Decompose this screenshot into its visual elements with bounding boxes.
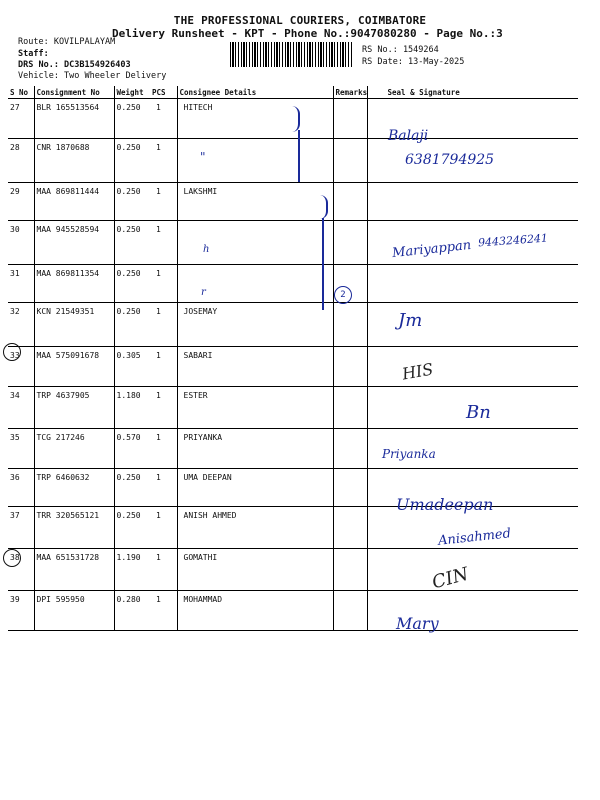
row-signature-cell (367, 549, 578, 591)
row-weight: 0.250 (114, 507, 150, 549)
row-consignment-number: KCN 21549351 (34, 303, 114, 347)
row-pieces: 1 (150, 303, 177, 347)
row-pieces: 1 (150, 387, 177, 429)
route-label: Route: KOVILPALAYAM (18, 37, 116, 47)
row-weight: 0.250 (114, 183, 150, 221)
row-serial-number: 32 (8, 303, 34, 347)
row-serial-number: 29 (8, 183, 34, 221)
row-consignee: JOSEMAY (177, 303, 333, 347)
bracket-stroke-1 (288, 106, 300, 132)
row-signature-cell (367, 265, 578, 303)
signature-row-32: Jm (398, 310, 423, 331)
signature-row-35: Priyanka (382, 447, 436, 461)
table-row (8, 303, 578, 347)
row-pieces: 1 (150, 139, 177, 183)
row-serial-number: 27 (8, 99, 34, 139)
row-pieces: 1 (150, 507, 177, 549)
row-consignment-number: TRR 320565121 (34, 507, 114, 549)
ditto-mark-3: r (201, 287, 206, 298)
circled-number-2: 2 (334, 286, 352, 304)
row-remarks (333, 591, 367, 631)
staff-label: Staff: (18, 49, 49, 59)
signature-row-38: CIN (429, 563, 471, 594)
table-row (8, 387, 578, 429)
row-weight: 0.305 (114, 347, 150, 387)
handwritten-phone-2: 9443246241 (477, 231, 549, 250)
signature-row-34: Bn (466, 402, 491, 423)
row-serial-number: 34 (8, 387, 34, 429)
row-serial-number: 37 (8, 507, 34, 549)
ditto-mark-2: h (203, 244, 210, 255)
company-title: THE PROFESSIONAL COURIERS, COIMBATORE (173, 14, 427, 27)
row-consignee: HITECH (177, 99, 333, 139)
row-consignee: ESTER (177, 387, 333, 429)
row-remarks (333, 469, 367, 507)
col-header-consignment: Consignment No (34, 86, 114, 99)
row-consignee: GOMATHI (177, 549, 333, 591)
row-remarks (333, 507, 367, 549)
row-consignment-number: MAA 869811444 (34, 183, 114, 221)
row-consignee: UMA DEEPAN (177, 469, 333, 507)
barcode-image (230, 42, 352, 67)
row-remarks (333, 549, 367, 591)
row-consignee: LAKSHMI (177, 183, 333, 221)
col-header-sno: S No (8, 86, 34, 99)
row-serial-number: 28 (8, 139, 34, 183)
table-row (8, 183, 578, 221)
row-weight: 0.250 (114, 303, 150, 347)
row-consignee: PRIYANKA (177, 429, 333, 469)
row-consignment-number: MAA 651531728 (34, 549, 114, 591)
row-remarks (333, 303, 367, 347)
rs-date: RS Date: 13-May-2025 (362, 57, 465, 67)
row-38-circle (3, 549, 21, 567)
signature-balaji: Balaji (388, 128, 429, 144)
row-pieces: 1 (150, 549, 177, 591)
row-33-circle (3, 343, 21, 361)
row-pieces: 1 (150, 591, 177, 631)
row-consignment-number: TRP 6460632 (34, 469, 114, 507)
row-signature-cell (367, 347, 578, 387)
table-row (8, 429, 578, 469)
col-header-signature: Seal & Signature (367, 86, 578, 99)
col-header-weight: Weight (114, 86, 150, 99)
row-pieces: 1 (150, 469, 177, 507)
row-remarks (333, 99, 367, 139)
row-weight: 0.250 (114, 469, 150, 507)
row-consignment-number: MAA 575091678 (34, 347, 114, 387)
row-consignment-number: MAA 869811354 (34, 265, 114, 303)
row-signature-cell (367, 183, 578, 221)
row-weight: 0.250 (114, 221, 150, 265)
row-serial-number: 31 (8, 265, 34, 303)
row-serial-number: 35 (8, 429, 34, 469)
row-serial-number: 33 (8, 347, 34, 387)
signature-mariappan: Mariyappan (391, 237, 472, 262)
row-remarks (333, 221, 367, 265)
row-serial-number: 39 (8, 591, 34, 631)
vehicle-type: Vehicle: Two Wheeler Delivery (18, 71, 167, 81)
row-serial-number: 38 (8, 549, 34, 591)
row-serial-number: 30 (8, 221, 34, 265)
signature-row-39: Mary (396, 614, 439, 633)
col-header-pcs: PCS (150, 86, 177, 99)
col-header-consignee: Consignee Details (177, 86, 333, 99)
row-weight: 1.190 (114, 549, 150, 591)
bracket-stroke-3 (318, 195, 328, 219)
row-consignment-number: TCG 217246 (34, 429, 114, 469)
row-weight: 0.280 (114, 591, 150, 631)
row-weight: 1.180 (114, 387, 150, 429)
row-pieces: 1 (150, 347, 177, 387)
signature-row-37: Anisahmed (437, 526, 512, 549)
table-row (8, 265, 578, 303)
table-row (8, 549, 578, 591)
row-consignee: MOHAMMAD (177, 591, 333, 631)
row-pieces: 1 (150, 221, 177, 265)
row-weight: 0.570 (114, 429, 150, 469)
handwritten-phone-1: 6381794925 (405, 152, 495, 168)
row-pieces: 1 (150, 429, 177, 469)
row-consignee: SABARI (177, 347, 333, 387)
row-consignment-number: CNR 1870688 (34, 139, 114, 183)
row-consignee: ANISH AHMED (177, 507, 333, 549)
row-weight: 0.250 (114, 265, 150, 303)
bracket-stroke-2 (292, 130, 300, 182)
row-weight: 0.250 (114, 139, 150, 183)
row-consignee (177, 221, 333, 265)
row-remarks (333, 139, 367, 183)
row-remarks (333, 183, 367, 221)
signature-row-36: Umadeepan (396, 495, 494, 514)
ditto-mark-1: " (200, 150, 206, 164)
row-consignment-number: BLR 165513564 (34, 99, 114, 139)
row-pieces: 1 (150, 99, 177, 139)
row-remarks (333, 429, 367, 469)
row-serial-number: 36 (8, 469, 34, 507)
row-remarks (333, 387, 367, 429)
row-consignment-number: MAA 945528594 (34, 221, 114, 265)
row-consignment-number: DPI 595950 (34, 591, 114, 631)
row-weight: 0.250 (114, 99, 150, 139)
row-remarks (333, 347, 367, 387)
row-pieces: 1 (150, 265, 177, 303)
col-header-remarks: Remarks (333, 86, 367, 99)
table-header-row (8, 86, 578, 99)
row-consignment-number: TRP 4637905 (34, 387, 114, 429)
table-row (8, 347, 578, 387)
row-pieces: 1 (150, 183, 177, 221)
signature-row-33: HIS (400, 359, 435, 384)
drs-number: DRS No.: DC3B154926403 (18, 60, 131, 70)
table-row (8, 591, 578, 631)
rs-number: RS No.: 1549264 (362, 45, 439, 55)
runsheet-subtitle: Delivery Runsheet - KPT - Phone No.:9047080280 - Page No.:3 (112, 27, 503, 40)
bracket-stroke-4 (314, 218, 324, 310)
